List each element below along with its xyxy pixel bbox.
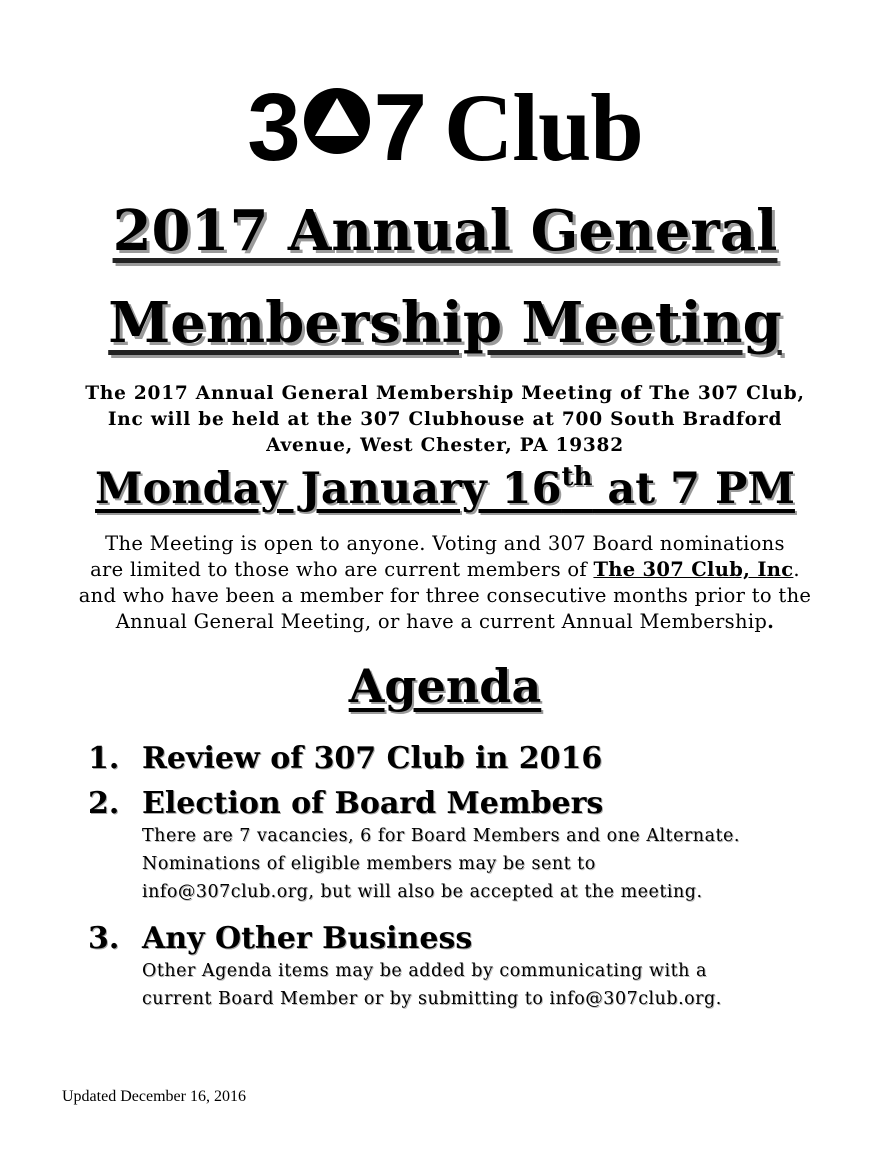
agenda-item-heading: Election of Board Members	[142, 786, 604, 821]
agenda-item-heading: Review of 307 Club in 2016	[142, 741, 603, 776]
club-name-link: The 307 Club, Inc	[593, 558, 794, 581]
agenda-heading: Agenda	[348, 659, 542, 713]
agenda-item-number: 3.	[88, 921, 120, 956]
logo-digit-3: 3	[247, 74, 300, 181]
title-line-2: Membership Meeting	[108, 290, 782, 356]
intro-line: Avenue, West Chester, PA 19382	[266, 435, 624, 456]
logo-digit-7: 7	[373, 74, 426, 181]
agenda-item-description: There are 7 vacancies, 6 for Board Members and one Alternate. Nominations of eligible members may be sent to info@307club.org, but will also be accepted at the meeting.	[142, 826, 740, 902]
intro-paragraph	[60, 381, 830, 459]
intro-line: The 2017 Annual General Membership Meeting of The 307 Club,	[85, 383, 805, 404]
meeting-date: Monday January 16th at 7 PM	[95, 462, 795, 514]
agenda-item	[88, 786, 828, 906]
logo-word: Club	[444, 74, 643, 181]
date-ordinal: th	[561, 462, 593, 492]
agenda-item-description: Other Agenda items may be added by communicating with a current Board Member or by submitting to info@307club.org.	[142, 961, 722, 1009]
agenda-item-number: 1.	[88, 741, 120, 776]
agenda-item-number: 2.	[88, 786, 120, 821]
agenda-item-heading: Any Other Business	[142, 921, 473, 956]
club-logo	[0, 74, 890, 181]
intro-line: Inc will be held at the 307 Clubhouse at 700 South Bradford	[107, 409, 783, 430]
updated-date: Updated December 16, 2016	[62, 1088, 246, 1105]
agenda-item	[88, 921, 828, 1013]
logo-triangle-circle-icon	[302, 86, 372, 156]
agenda-item	[88, 741, 828, 777]
title-line-1: 2017 Annual General	[112, 198, 778, 264]
eligibility-paragraph: The Meeting is open to anyone. Voting and 307 Board nominations are limited to those who are current members of The 307 Club, Inc. and who have been a member for three consecutive months prior to the Annual General Meeting, or have a current Annual Membership.	[78, 532, 812, 633]
